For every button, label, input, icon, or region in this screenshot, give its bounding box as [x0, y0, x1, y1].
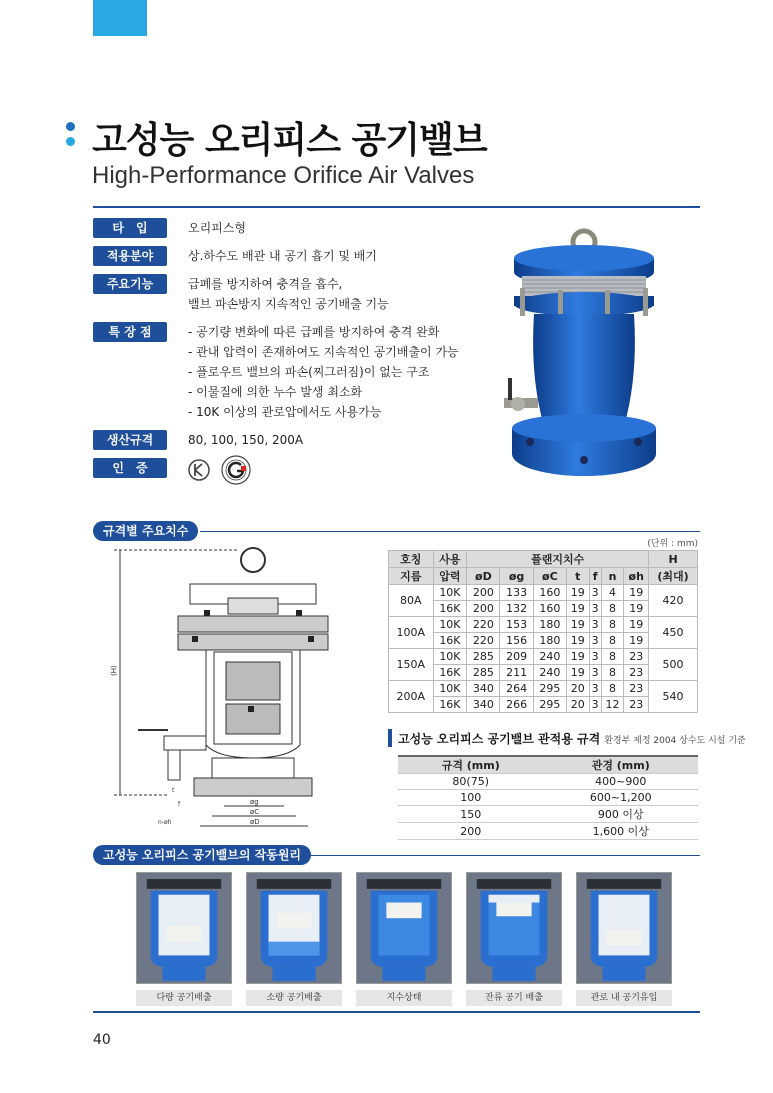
table-cell: 160 — [533, 601, 566, 617]
spec-label: 주요기능 — [93, 274, 167, 294]
table-header: 규격 (mm) — [398, 756, 543, 774]
bottom-rule — [93, 1011, 700, 1013]
spec-value: 상.하수도 배관 내 공기 흡기 및 배기 — [188, 249, 377, 263]
table-row — [398, 823, 698, 840]
table-header: n — [601, 568, 624, 585]
table-cell: 285 — [467, 649, 500, 665]
table-row — [389, 585, 698, 601]
table-cell-size: 150A — [389, 649, 434, 681]
table-header: 관경 (mm) — [543, 756, 698, 774]
table-cell: 19 — [566, 649, 589, 665]
table-cell: 16K — [433, 697, 467, 713]
operation-image — [356, 872, 452, 984]
drawing-label-n: n-øh — [158, 819, 172, 826]
table-cell: 80(75) — [398, 774, 543, 790]
spec-value: - 관내 압력이 존재하여도 지속적인 공기배출이 가능 — [188, 345, 459, 359]
unit-note: (단위 : mm) — [647, 539, 698, 549]
table-row — [398, 790, 698, 806]
table-cell: 3 — [589, 649, 601, 665]
table-cell: 19 — [566, 617, 589, 633]
table-header: 압력 — [433, 568, 467, 585]
table-cell: 19 — [566, 665, 589, 681]
table-header: t — [566, 568, 589, 585]
drawing-label-f: f — [178, 801, 181, 808]
table-cell: 12 — [601, 697, 624, 713]
drawing-label-c: øC — [250, 808, 260, 816]
spec-value: - 플로우트 밸브의 파손(찌그러짐)이 없는 구조 — [188, 365, 430, 379]
table-cell: 220 — [467, 633, 500, 649]
table-cell: 19 — [624, 633, 649, 649]
table-cell: 4 — [601, 585, 624, 601]
table-header: 호칭 — [389, 551, 434, 568]
table-cell: 240 — [533, 649, 566, 665]
title-bullet-icon — [66, 122, 76, 152]
table-cell: 133 — [500, 585, 533, 601]
table-cell: 16K — [433, 665, 467, 681]
table-header: øC — [533, 568, 566, 585]
table-cell: 264 — [500, 681, 533, 697]
std-title-text: 고성능 오리피스 공기밸브 관적용 규격 — [398, 732, 601, 746]
table-cell: 211 — [500, 665, 533, 681]
table-cell: 200 — [467, 601, 500, 617]
spec-label: 적용분야 — [93, 246, 167, 266]
spec-value: - 공기량 변화에 따른 급폐를 방지하여 충격 완화 — [188, 325, 440, 339]
operation-item — [356, 872, 452, 1006]
table-cell: 3 — [589, 617, 601, 633]
page-subtitle: High-Performance Orifice Air Valves — [92, 162, 475, 189]
table-cell: 10K — [433, 649, 467, 665]
operation-item — [246, 872, 342, 1006]
table-cell: 8 — [601, 649, 624, 665]
table-cell: 19 — [624, 601, 649, 617]
table-row — [389, 617, 698, 633]
table-cell: 209 — [500, 649, 533, 665]
section-divider — [200, 531, 700, 532]
table-cell: 23 — [624, 649, 649, 665]
table-header: øD — [467, 568, 500, 585]
table-cell: 285 — [467, 665, 500, 681]
table-cell: 200 — [467, 585, 500, 601]
spec-label: 특 장 점 — [93, 322, 167, 342]
table-header: 지름 — [389, 568, 434, 585]
operation-item — [466, 872, 562, 1006]
operation-caption: 지수상태 — [356, 990, 452, 1006]
table-cell: 340 — [467, 697, 500, 713]
operation-caption: 관로 내 공기유입 — [576, 990, 672, 1006]
table-cell: 340 — [467, 681, 500, 697]
table-cell: 19 — [624, 617, 649, 633]
table-cell: 19 — [566, 585, 589, 601]
operation-image — [246, 872, 342, 984]
operation-caption: 다량 공기배출 — [136, 990, 232, 1006]
drawing-label-height: (H) — [110, 665, 118, 676]
drawing-label-t: t — [172, 787, 175, 794]
table-row — [398, 774, 698, 790]
table-cell: 19 — [566, 601, 589, 617]
table-cell: 295 — [533, 697, 566, 713]
page-title: 고성능 오리피스 공기밸브 — [92, 120, 487, 161]
spec-value: - 이물질에 의한 누수 발생 최소화 — [188, 385, 363, 399]
table-cell: 180 — [533, 617, 566, 633]
operation-diagrams — [136, 872, 666, 1007]
table-cell-height: 420 — [649, 585, 698, 617]
table-cell: 23 — [624, 697, 649, 713]
table-cell: 8 — [601, 617, 624, 633]
table-cell-height: 450 — [649, 617, 698, 649]
table-cell: 266 — [500, 697, 533, 713]
table-cell: 10K — [433, 617, 467, 633]
table-cell: 16K — [433, 633, 467, 649]
section-label-dimensions: 규격별 주요치수 — [93, 521, 198, 541]
spec-label: 타 입 — [93, 218, 167, 238]
table-cell: 3 — [589, 633, 601, 649]
operation-item — [136, 872, 232, 1006]
table-cell: 8 — [601, 633, 624, 649]
drawing-label-d: øD — [250, 818, 260, 826]
table-cell: 160 — [533, 585, 566, 601]
table-cell: 3 — [589, 681, 601, 697]
table-cell: 19 — [566, 633, 589, 649]
spec-value: 80, 100, 150, 200A — [188, 433, 304, 447]
table-header: 사용 — [433, 551, 467, 568]
table-cell: 3 — [589, 585, 601, 601]
drawing-label-g: øg — [250, 798, 259, 806]
table-cell-size: 80A — [389, 585, 434, 617]
table-cell: 3 — [589, 601, 601, 617]
spec-value: 오리피스형 — [188, 221, 246, 235]
table-cell: 200 — [398, 823, 543, 840]
table-cell: 180 — [533, 633, 566, 649]
table-cell-height: 540 — [649, 681, 698, 713]
table-cell: 3 — [589, 697, 601, 713]
table-cell: 3 — [589, 665, 601, 681]
table-cell-size: 200A — [389, 681, 434, 713]
table-header: H — [649, 551, 698, 568]
spec-value: 급폐를 방지하여 충격을 흡수, — [188, 277, 343, 291]
table-cell-size: 100A — [389, 617, 434, 649]
table-cell-height: 500 — [649, 649, 698, 681]
table-cell: 23 — [624, 665, 649, 681]
table-cell: 16K — [433, 601, 467, 617]
table-cell: 20 — [566, 697, 589, 713]
table-cell: 400~900 — [543, 774, 698, 790]
table-cell: 295 — [533, 681, 566, 697]
table-cell: 8 — [601, 601, 624, 617]
table-cell: 900 이상 — [543, 806, 698, 823]
table-cell: 156 — [500, 633, 533, 649]
table-cell: 23 — [624, 681, 649, 697]
std-title — [398, 730, 746, 747]
table-cell: 153 — [500, 617, 533, 633]
std-note: 환경부 제정 2004 상수도 시설 기준 — [604, 736, 746, 746]
spec-label: 인 증 — [93, 458, 167, 478]
table-cell: 10K — [433, 681, 467, 697]
operation-caption: 소량 공기배출 — [246, 990, 342, 1006]
table-header: (최대) — [649, 568, 698, 585]
certification-logos-icon — [188, 454, 258, 494]
table-row — [389, 681, 698, 697]
operation-image — [466, 872, 562, 984]
operation-image — [136, 872, 232, 984]
spec-label: 생산규격 — [93, 430, 167, 450]
cross-section-drawing — [108, 540, 368, 830]
table-cell: 1,600 이상 — [543, 823, 698, 840]
page-number: 40 — [93, 1032, 111, 1048]
top-rule — [93, 206, 700, 208]
table-header: øg — [500, 568, 533, 585]
table-cell: 19 — [624, 585, 649, 601]
table-cell: 220 — [467, 617, 500, 633]
table-cell: 20 — [566, 681, 589, 697]
corner-tab — [93, 0, 147, 36]
dimension-table — [388, 550, 698, 713]
table-cell: 8 — [601, 665, 624, 681]
table-header: 플랜지치수 — [467, 551, 649, 568]
table-cell: 240 — [533, 665, 566, 681]
table-row — [398, 806, 698, 823]
std-title-bar — [388, 729, 392, 747]
operation-image — [576, 872, 672, 984]
table-cell: 600~1,200 — [543, 790, 698, 806]
section-divider — [310, 855, 700, 856]
table-cell: 8 — [601, 681, 624, 697]
operation-caption: 잔류 공기 배출 — [466, 990, 562, 1006]
table-cell: 132 — [500, 601, 533, 617]
spec-value: 밸브 파손방지 지속적인 공기배출 기능 — [188, 297, 389, 311]
table-header: øh — [624, 568, 649, 585]
table-row — [389, 649, 698, 665]
operation-item — [576, 872, 672, 1006]
section-label-principle: 고성능 오리피스 공기밸브의 작동원리 — [93, 845, 311, 865]
standard-table — [398, 755, 698, 840]
spec-value: - 10K 이상의 관로압에서도 사용가능 — [188, 405, 382, 419]
table-cell: 100 — [398, 790, 543, 806]
table-header: f — [589, 568, 601, 585]
table-cell: 150 — [398, 806, 543, 823]
table-cell: 10K — [433, 585, 467, 601]
air-valve-product-image — [500, 228, 680, 488]
